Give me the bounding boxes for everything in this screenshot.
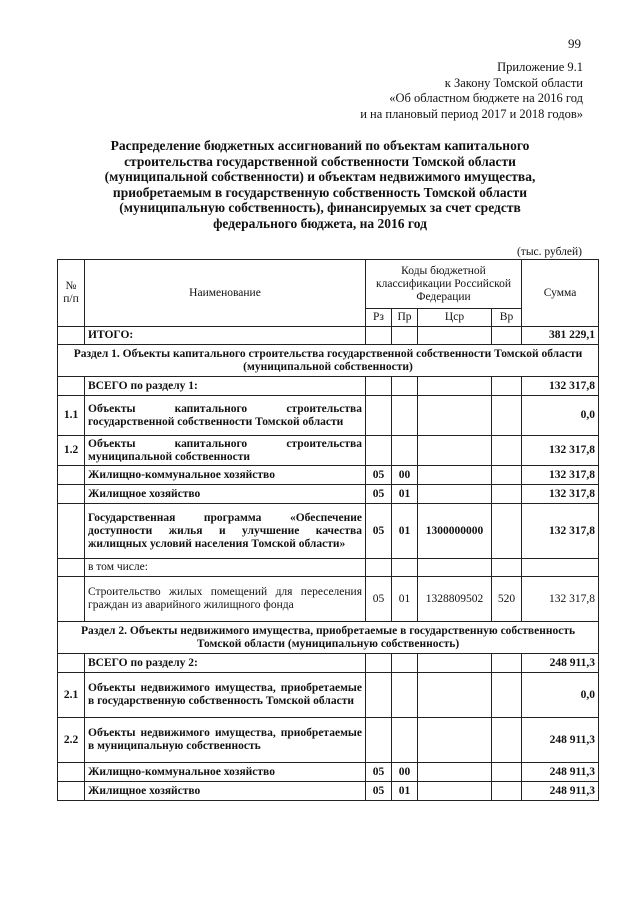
row-name: ВСЕГО по разделу 2:: [85, 654, 366, 673]
row-csr: [418, 396, 492, 436]
section-header-row: [58, 345, 599, 377]
row-vr: 520: [492, 577, 522, 622]
row-pr: 00: [392, 466, 418, 485]
table-body: [58, 260, 599, 801]
header-codes: Коды бюджетной классификации Российской Федерации: [366, 260, 522, 309]
row-vr: [492, 654, 522, 673]
row-pr: 01: [392, 485, 418, 504]
row-csr: [418, 718, 492, 763]
row-vr: [492, 559, 522, 577]
row-vr: [492, 718, 522, 763]
row-pr: [392, 559, 418, 577]
row-vr: [492, 485, 522, 504]
row-num: [58, 763, 85, 782]
table-row: [58, 654, 599, 673]
row-sum: 132 317,8: [522, 436, 599, 466]
row-sum: 248 911,3: [522, 763, 599, 782]
row-csr: [418, 673, 492, 718]
row-sum: 132 317,8: [522, 504, 599, 559]
table-row: [58, 763, 599, 782]
header-vr: Вр: [492, 309, 522, 327]
table-row: [58, 396, 599, 436]
section-title: Раздел 1. Объекты капитального строительства государственной собственности Томской области (муниципальной собственности): [58, 345, 599, 377]
row-num: [58, 485, 85, 504]
row-rz: [366, 718, 392, 763]
table-row: [58, 485, 599, 504]
row-sum: 132 317,8: [522, 577, 599, 622]
row-vr: [492, 782, 522, 801]
row-name: Объекты капитального строительства муниципальной собственности: [85, 436, 366, 466]
row-csr: [418, 436, 492, 466]
row-num: 2.2: [58, 718, 85, 763]
row-csr: [418, 763, 492, 782]
row-sum: 132 317,8: [522, 485, 599, 504]
table-row: [58, 436, 599, 466]
row-vr: [492, 673, 522, 718]
table-row: [58, 377, 599, 396]
row-name: Жилищно-коммунальное хозяйство: [85, 466, 366, 485]
table-row: [58, 782, 599, 801]
row-num: [58, 377, 85, 396]
total-row: [58, 327, 599, 345]
row-rz: 05: [366, 782, 392, 801]
row-sum: 0,0: [522, 396, 599, 436]
row-num: [58, 654, 85, 673]
row-pr: [392, 377, 418, 396]
row-sum: 132 317,8: [522, 377, 599, 396]
header-name: Наименование: [85, 260, 366, 327]
row-num: [58, 782, 85, 801]
section-title: Раздел 2. Объекты недвижимого имущества, приобретаемые в государственную собственность Томской области (муниципальную собственность): [58, 622, 599, 654]
row-rz: [366, 377, 392, 396]
row-pr: [392, 673, 418, 718]
row-rz: 05: [366, 504, 392, 559]
row-num: 1.2: [58, 436, 85, 466]
row-pr: [392, 436, 418, 466]
row-pr: [392, 396, 418, 436]
row-csr: 1328809502: [418, 577, 492, 622]
row-rz: 05: [366, 485, 392, 504]
row-pr: 01: [392, 504, 418, 559]
row-rz: [366, 436, 392, 466]
table-row: [58, 504, 599, 559]
row-csr: [418, 377, 492, 396]
table-row: [58, 466, 599, 485]
row-name: Строительство жилых помещений для переселения граждан из аварийного жилищного фонда: [85, 577, 366, 622]
budget-table: [57, 259, 599, 801]
row-vr: [492, 504, 522, 559]
appendix-line: к Закону Томской области: [444, 75, 583, 90]
row-name: Жилищное хозяйство: [85, 485, 366, 504]
row-name: Объекты капитального строительства государственной собственности Томской области: [85, 396, 366, 436]
row-rz: [366, 396, 392, 436]
row-pr: 00: [392, 763, 418, 782]
page-number: 99: [568, 36, 581, 51]
section-header-row: [58, 622, 599, 654]
row-pr: [392, 718, 418, 763]
row-csr: [418, 782, 492, 801]
row-sum: 132 317,8: [522, 466, 599, 485]
row-sum: 248 911,3: [522, 718, 599, 763]
row-name: Жилищное хозяйство: [85, 782, 366, 801]
row-rz: 05: [366, 763, 392, 782]
row-name: ВСЕГО по разделу 1:: [85, 377, 366, 396]
appendix-line: «Об областном бюджете на 2016 год: [389, 91, 583, 105]
row-csr: [418, 485, 492, 504]
header-rz: Рз: [366, 309, 392, 327]
row-rz: 05: [366, 577, 392, 622]
total-label: ИТОГО:: [85, 327, 366, 345]
header-row: [58, 260, 599, 309]
row-sum: 248 911,3: [522, 782, 599, 801]
table-row: [58, 718, 599, 763]
total-sum: 381 229,1: [522, 327, 599, 345]
row-rz: [366, 654, 392, 673]
document-title: Распределение бюджетных ассигнований по объектам капитального строительства государственной собственности Томской области (муниципальной собственности) и объектам недвижимого имущества, приобретаемым в государственную собственность Томской области (муниципальную собственность), финансируемых за счет средств федерального бюджета, на 2016 год: [104, 138, 536, 231]
header-sum: Сумма: [522, 260, 599, 327]
row-num: [58, 577, 85, 622]
table-row: [58, 559, 599, 577]
row-vr: [492, 396, 522, 436]
row-pr: [392, 654, 418, 673]
row-sum: [522, 559, 599, 577]
row-rz: 05: [366, 466, 392, 485]
row-pr: 01: [392, 782, 418, 801]
row-num: [58, 504, 85, 559]
row-num: 2.1: [58, 673, 85, 718]
row-csr: [418, 654, 492, 673]
row-name: Жилищно-коммунальное хозяйство: [85, 763, 366, 782]
row-csr: 1300000000: [418, 504, 492, 559]
row-num: [58, 559, 85, 577]
row-csr: [418, 466, 492, 485]
row-name: Государственная программа «Обеспечение доступности жилья и улучшение качества жилищных условий населения Томской области»: [85, 504, 366, 559]
header-num: № п/п: [58, 260, 85, 327]
row-name: Объекты недвижимого имущества, приобретаемые в государственную собственность Томской области: [85, 673, 366, 718]
row-csr: [418, 559, 492, 577]
appendix-line: Приложение 9.1: [497, 60, 583, 74]
row-pr: 01: [392, 577, 418, 622]
table-row: [58, 577, 599, 622]
row-vr: [492, 436, 522, 466]
table-row: [58, 673, 599, 718]
row-num: [58, 466, 85, 485]
row-rz: [366, 559, 392, 577]
row-name: Объекты недвижимого имущества, приобретаемые в муниципальную собственность: [85, 718, 366, 763]
row-name: в том числе:: [85, 559, 366, 577]
row-sum: 0,0: [522, 673, 599, 718]
header-csr: Цср: [418, 309, 492, 327]
row-num: 1.1: [58, 396, 85, 436]
row-vr: [492, 466, 522, 485]
row-vr: [492, 763, 522, 782]
units-label: (тыс. рублей): [516, 246, 582, 258]
row-rz: [366, 673, 392, 718]
row-sum: 248 911,3: [522, 654, 599, 673]
row-vr: [492, 377, 522, 396]
appendix-line: и на плановый период 2017 и 2018 годов»: [360, 106, 583, 121]
appendix-header: [323, 60, 583, 122]
header-pr: Пр: [392, 309, 418, 327]
